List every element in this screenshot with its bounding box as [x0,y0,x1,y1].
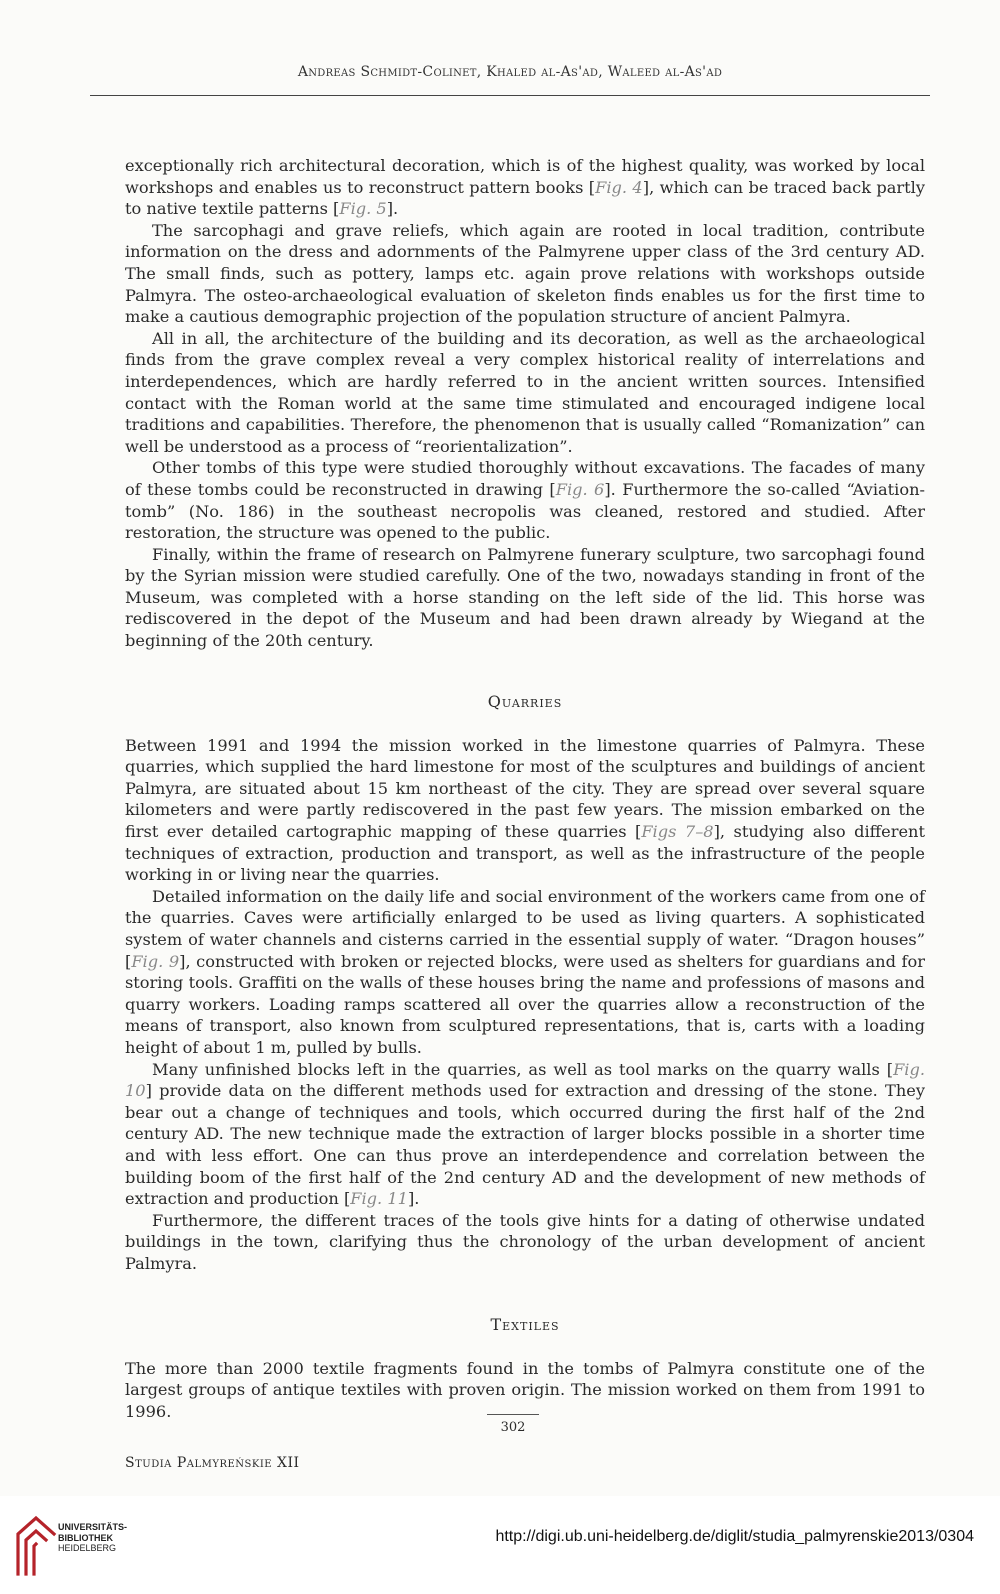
text-run: Detailed information on the daily life and social environment of the workers came from one of the quarries. Caves were artificially enlarged to be used as living quarters. A sophisticated system of water channels and cisterns carried in the essential supply of water. “Dragon houses” [ [125,886,925,971]
running-head: Andreas Schmidt-Colinet, Khaled al-As'ad, Waleed al-As'ad [297,64,723,80]
figure-reference[interactable]: Fig. 9 [131,951,180,971]
text-run: ], constructed with broken or rejected blocks, were used as shelters for guardians and for storing tools. Graffiti on the walls of these houses bring the name and professions of masons and quarry workers. Loading ramps scattered all over the quarries allow a reconstruction of the means of transport, also known from sculptured representations, that is, carts with a loading height of about 1 m, pulled by bulls. [125,951,925,1057]
section-heading-quarries: Quarries [487,691,563,711]
article-body [125,155,925,1422]
section-heading-textiles: Textiles [490,1314,560,1334]
paragraph-5: Finally, within the frame of research on Palmyrene funerary sculpture, two sarcophagi found by the Syrian mission were studied carefully. One of the two, nowadays standing in front of the Museum, was completed with a horse standing on the left side of the lid. This horse was rediscovered in the depot of the Museum and had been drawn already by Wiegand at the beginning of the 20th century. [125,544,925,651]
paragraph-6 [125,735,925,886]
library-name-line: BIBLIOTHEK [58,1532,113,1543]
page-number: 302 [500,1420,526,1435]
logo-stroke [34,1544,36,1574]
text-run: ]. Furthermore the so-called “Aviation-tomb” (No. 186) in the southeast necropolis was cleaned, restored and studied. After restoration, the structure was opened to the public. [125,479,925,543]
figure-reference[interactable]: Fig. 10 [125,1059,925,1101]
figure-reference[interactable]: Fig. 11 [350,1189,408,1209]
library-name [58,1522,127,1554]
text-run: Many unfinished blocks left in the quarries, as well as tool marks on the quarry walls [ [152,1059,894,1079]
source-url-link[interactable]: http://digi.ub.uni-heidelberg.de/diglit/studia_palmyrenskie2013/0304 [495,1528,974,1545]
text-run: ]. [386,199,399,219]
paragraph-10: The more than 2000 textile fragments found in the tombs of Palmyra constitute one of the largest groups of antique textiles with proven origin. The mission worked on them from 1991 to 1996. [125,1358,925,1421]
paragraph-9: Furthermore, the different traces of the tools give hints for a dating of otherwise undated buildings in the town, clarifying thus the chronology of the urban development of ancient Palmyra. [125,1210,925,1273]
text-run: Other tombs of this type were studied thoroughly without excavations. The facades of many of these tombs could be reconstructed in drawing [ [125,458,925,499]
figure-reference[interactable]: Fig. 6 [555,479,605,499]
paragraph-3: All in all, the architecture of the building and its decoration, as well as the archaeological finds from the grave complex reveal a very complex historical reality of interrelations and interdependences, which are hardly referred to in the ancient written sources. Intensified contact with the Roman world at the same time stimulated and encouraged indigene local traditions and capabilities. Therefore, the phenomenon that is usually called “Romanization” can well be understood as a process of “reorientalization”. [125,328,925,456]
journal-title: Studia Palmyreńskie XII [125,1455,300,1471]
paragraph-8 [125,1059,925,1210]
library-name-line: UNIVERSITÄTS- [58,1522,128,1532]
text-run: ]. [407,1189,420,1209]
ub-heidelberg-logo-icon[interactable] [12,1504,60,1576]
text-run: ], which can be traced back partly to native textile patterns [ [125,177,925,219]
text-run: ] provide data on the different methods used for extraction and dressing of the stone. They bear out a change of techniques and tools, which occurred during the first half of the 2nd century AD. The new technique made the extraction of larger blocks possible in a shorter time and with less effort. One can thus prove an interdependence and correlation between the building boom of the first half of the 2nd century AD and the development of new methods of extraction and production [ [125,1081,925,1209]
paragraph-2: The sarcophagi and grave reliefs, which again are rooted in local tradition, contribute information on the dress and adornments of the Palmyrene upper class of the 3rd century AD. The small finds, such as pottery, lamps etc. again prove relations with workshops outside Palmyra. The osteo-archaeological evaluation of skeleton finds enables us for the first time to make a cautious demographic projection of the population structure of ancient Palmyra. [125,220,925,327]
header-rule [90,95,930,96]
text-run: ], studying also different techniques of extraction, production and transport, as well as the infrastructure of the people working in or living near the quarries. [125,822,925,885]
paragraph-4 [125,457,925,543]
paragraph-7 [125,886,925,1059]
figure-reference[interactable]: Figs 7–8 [641,822,714,842]
figure-reference[interactable]: Fig. 4 [595,177,643,197]
library-logo-svg [12,1504,60,1576]
folio-rule [487,1414,539,1415]
paragraph-1 [125,155,925,220]
text-run: Between 1991 and 1994 the mission worked in the limestone quarries of Palmyra. These quarries, which supplied the hard limestone for most of the sculptures and buildings of ancient Palmyra, are situated about 15 km northeast of the city. They are spread over several square kilometers and were partly rediscovered in the past few years. The mission embarked on the first ever detailed cartographic mapping of these quarries [ [125,735,925,842]
library-name-line: HEIDELBERG [58,1543,117,1553]
logo-stroke [26,1531,46,1574]
text-run: exceptionally rich architectural decoration, which is of the highest quality, was worked by local workshops and enables us to reconstruct pattern books [ [125,156,925,197]
figure-reference[interactable]: Fig. 5 [339,199,387,219]
